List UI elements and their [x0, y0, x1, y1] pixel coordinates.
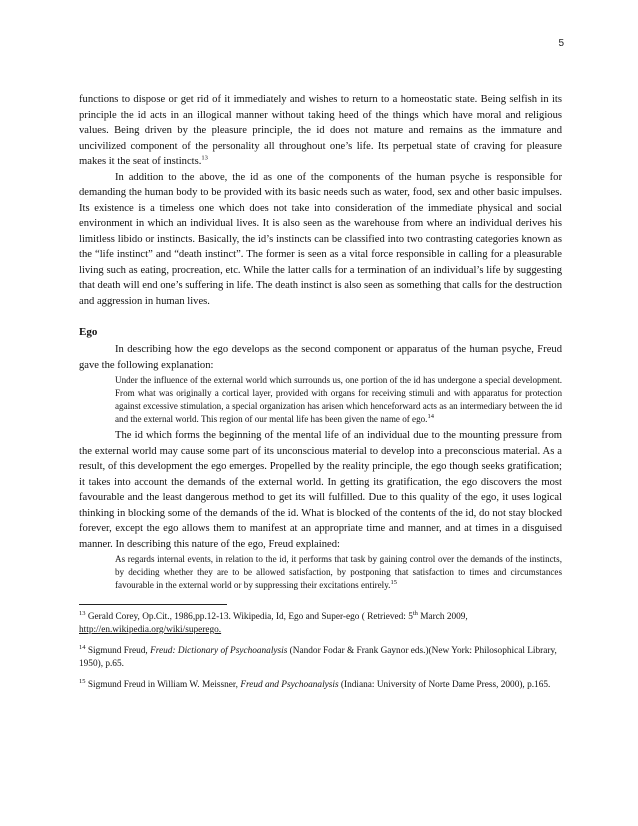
page-body: [79, 92, 562, 700]
page-number: 5: [558, 38, 564, 49]
section-heading-ego: Ego: [79, 326, 98, 338]
footnote-link[interactable]: http://en.wikipedia.org/wiki/superego.: [79, 625, 222, 635]
footnote-number: 13: [79, 609, 86, 617]
footnote-text: (Indiana: University of Norte Dame Press, 2000), p.165.: [338, 680, 551, 690]
footnote-text: Gerald Corey, Op.Cit., 1986,pp.12-13. Wikipedia, Id, Ego and Super-ego ( Retrieved: 5: [85, 612, 413, 622]
footnote-13: [79, 611, 562, 637]
paragraph-text: functions to dispose or get rid of it immediately and wishes to return to a homeostatic state. Being selfish in its principle the id acts in an illogical manner without taking heed of the things which have moral and religious values. Being driven by the pleasure principle, the id does not mature and remains as the immature and uncivilized component of the personality all throughout one’s life. Its perpetual state of craving for pleasure makes it the seat of instincts.: [79, 94, 562, 167]
footnote-text: (Nandor Fodar & Frank Gaynor eds.)(New York: Philosophical Library, 1950), p.65.: [79, 646, 557, 669]
footnote-superscript: th: [412, 609, 418, 617]
footnote-14: [79, 645, 562, 671]
paragraph-ego-intro: In describing how the ego develops as the second component or apparatus of the human psyche, Freud gave the following explanation:: [79, 344, 562, 371]
footnote-text: Sigmund Freud in William W. Meissner,: [85, 680, 241, 690]
quote-text: As regards internal events, in relation to the id, it performs that task by gaining control over the demands of the instincts, by deciding whether they are to be allowed satisfaction, by postponing that satisfaction to times and circumstances favourable in the external world or by suppressing their excitations entirely.: [115, 554, 562, 590]
book-title: Freud: Dictionary of Psychoanalysis: [150, 646, 288, 656]
paragraph-id-instincts: In addition to the above, the id as one of the components of the human psyche is responsible for demanding the human body to be provided with its basic needs such as water, food, sex and other basic impulses. Its existence is a timeless one which does not take into consideration of the immediate physical and social environment in which an individual lives. It is also seen as the warehouse from where an individual derives his limitless libido or instincts. Basically, the id’s instincts can be classified into two contrasting categories known as the “life instinct” and “death instinct”. The former is seen as a vital force responsible in calling for a pleasurable living such as eating, procreation, etc. While the latter calls for a termination of an individual’s life by suggesting that death will end one’s suffering in life. The death instinct is also seen as something that calls for the destruction and aggression in human lives.: [79, 171, 562, 307]
paragraph-ego-reality: The id which forms the beginning of the mental life of an individual due to the mounting pressure from the external world may cause some part of its unconscious material to develop into a preconscious material. As a result, of this development the ego emerges. Propelled by the reality principle, the ego though seeks gratification; it takes into account the demands of the external world. In getting its gratification, the ego discovers the most favourable and the least dangerous method to get its will fulfilled. Due to this quality of the ego, it uses logical thinking in blocking some of the demands of the id. What is blocked of the contents of the id, do not stay blocked forever, except the ego allows them to manifest at an appropriate time and manner, and at times in a disguised manner. In describing this nature of the ego, Freud explained:: [79, 430, 562, 550]
footnote-15: [79, 679, 562, 692]
footnote-number: 14: [79, 643, 86, 651]
footnote-ref-14[interactable]: 14: [427, 412, 434, 420]
block-quote-internal-events: [115, 552, 562, 594]
block-quote-ego-development: [115, 373, 562, 428]
paragraph-id-pleasure: [79, 92, 562, 170]
footnote-divider: [79, 604, 227, 605]
footnote-number: 15: [79, 677, 86, 685]
footnote-text: Sigmund Freud,: [85, 646, 151, 656]
book-title: Freud and Psychoanalysis: [240, 680, 339, 690]
footnote-ref-13[interactable]: 13: [201, 154, 208, 162]
footnote-ref-15[interactable]: 15: [390, 578, 397, 586]
quote-text: Under the influence of the external world which surrounds us, one portion of the id has undergone a special development. From what was originally a cortical layer, provided with organs for receiving stimuli and with apparatus for protection against excessive stimulation, a special organization has arisen which henceforward acts as an intermediary between the id and the external world. This region of our mental life has been given the name of ego.: [115, 375, 562, 424]
footnote-text: March 2009,: [417, 612, 468, 622]
